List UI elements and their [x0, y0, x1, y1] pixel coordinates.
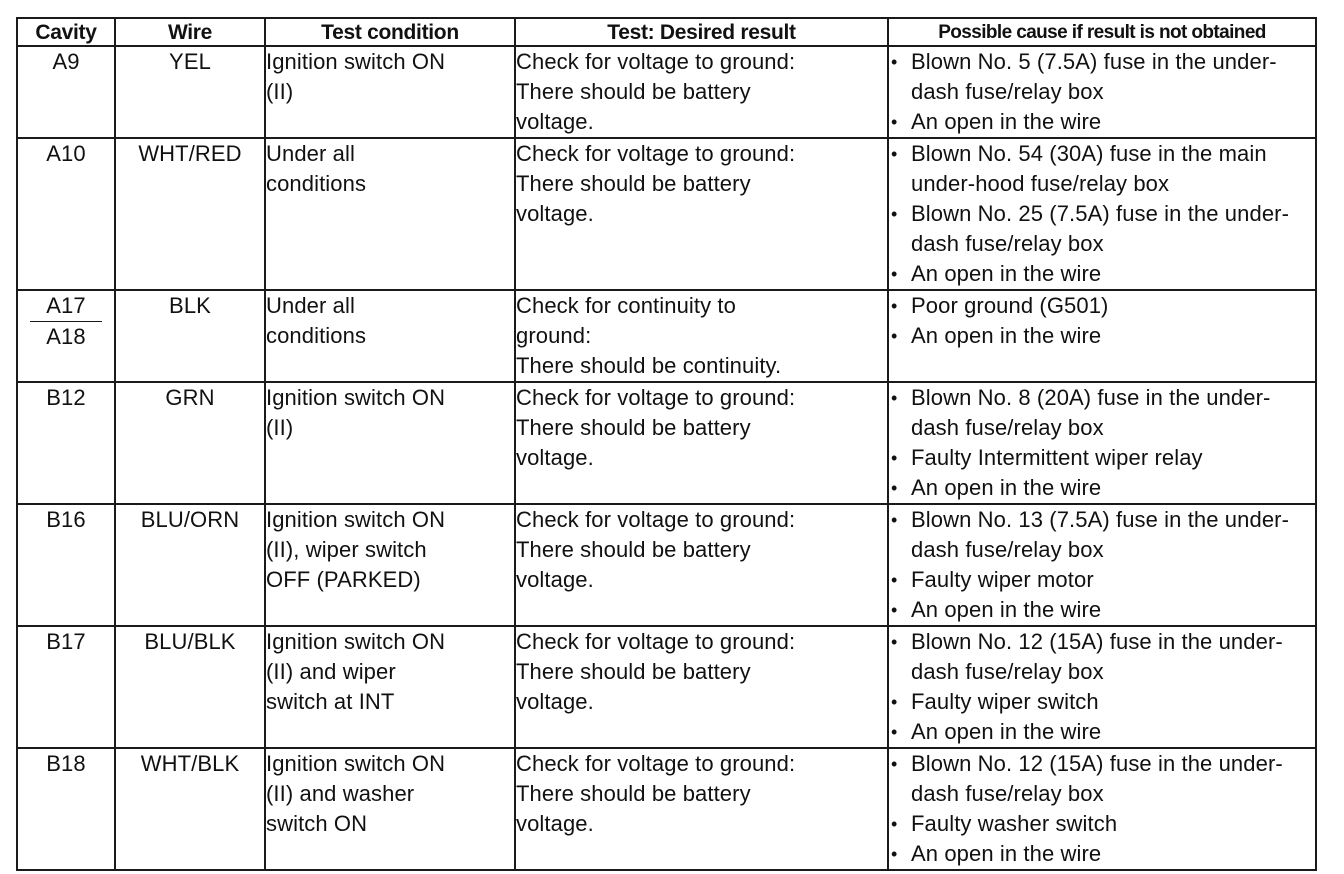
cause-item: • Blown No. 25 (7.5A) fuse in the under-dash fuse/relay box	[889, 199, 1315, 259]
cause-list	[889, 139, 1315, 289]
header-row	[17, 18, 1316, 46]
cause-item: • Blown No. 13 (7.5A) fuse in the under-dash fuse/relay box	[889, 505, 1315, 565]
possible-cause-cell	[888, 138, 1316, 290]
desired-result-cell	[515, 626, 888, 748]
cavity-label: B18	[46, 751, 86, 776]
cause-list	[889, 47, 1315, 137]
possible-cause-cell	[888, 46, 1316, 138]
wire-color-cell: YEL	[115, 46, 265, 138]
cause-item: • An open in the wire	[889, 107, 1315, 137]
test-condition-cell	[265, 504, 515, 626]
cause-item: • Faulty Intermittent wiper relay	[889, 443, 1315, 473]
test-condition-text: Ignition switch ON (II)	[266, 385, 446, 440]
test-condition-text: Ignition switch ON (II) and wiper switch at INT	[266, 629, 446, 714]
cause-item: • Blown No. 54 (30A) fuse in the main under-hood fuse/relay box	[889, 139, 1315, 199]
cavity-label: B17	[46, 629, 86, 654]
desired-result-cell	[515, 748, 888, 870]
table-row	[17, 290, 1316, 382]
cavity-cell	[17, 504, 115, 626]
desired-result-text: Check for voltage to ground: There should be battery voltage.	[516, 385, 796, 470]
cause-item: • Blown No. 12 (15A) fuse in the under-dash fuse/relay box	[889, 749, 1315, 809]
test-condition-text: Ignition switch ON (II) and washer switch ON	[266, 751, 446, 836]
cause-list	[889, 627, 1315, 747]
cause-list	[889, 291, 1315, 351]
wire-color-cell: WHT/RED	[115, 138, 265, 290]
table-row	[17, 138, 1316, 290]
cause-item: • Poor ground (G501)	[889, 291, 1315, 321]
wire-color-cell: WHT/BLK	[115, 748, 265, 870]
desired-result-text: Check for voltage to ground: There should be battery voltage.	[516, 751, 796, 836]
table-row	[17, 626, 1316, 748]
table-row	[17, 382, 1316, 504]
cavity-cell	[17, 290, 115, 382]
cavity-label: B16	[46, 507, 86, 532]
cavity-cell	[17, 748, 115, 870]
test-condition-cell	[265, 748, 515, 870]
possible-cause-cell	[888, 290, 1316, 382]
cause-item: • Faulty wiper motor	[889, 565, 1315, 595]
cause-item: • An open in the wire	[889, 839, 1315, 869]
cavity-cell	[17, 626, 115, 748]
test-condition-cell	[265, 138, 515, 290]
cause-item: • An open in the wire	[889, 595, 1315, 625]
cavity-label: A10	[46, 141, 86, 166]
table-body	[17, 46, 1316, 870]
cause-item: • An open in the wire	[889, 473, 1315, 503]
cause-item: • Blown No. 8 (20A) fuse in the under-dash fuse/relay box	[889, 383, 1315, 443]
cavity-cell	[17, 46, 115, 138]
cavity-cell	[17, 382, 115, 504]
header-cavity: Cavity	[17, 18, 115, 46]
test-condition-text: Ignition switch ON (II), wiper switch OFF (PARKED)	[266, 507, 446, 592]
test-condition-cell	[265, 382, 515, 504]
desired-result-text: Check for voltage to ground: There should be battery voltage.	[516, 49, 796, 134]
cause-list	[889, 505, 1315, 625]
header-possible-cause: Possible cause if result is not obtained	[888, 18, 1316, 46]
table-row	[17, 504, 1316, 626]
desired-result-cell	[515, 290, 888, 382]
cause-list	[889, 749, 1315, 869]
cavity-cell	[17, 138, 115, 290]
table-row	[17, 748, 1316, 870]
wire-color-cell: BLU/ORN	[115, 504, 265, 626]
header-test-condition: Test condition	[265, 18, 515, 46]
troubleshooting-table	[16, 17, 1317, 871]
cavity-label: A9	[52, 49, 80, 74]
header-desired-result: Test: Desired result	[515, 18, 888, 46]
cavity-label: A18	[46, 324, 86, 349]
cause-item: • Faulty wiper switch	[889, 687, 1315, 717]
desired-result-cell	[515, 138, 888, 290]
possible-cause-cell	[888, 626, 1316, 748]
possible-cause-cell	[888, 748, 1316, 870]
cause-item: • An open in the wire	[889, 259, 1315, 289]
test-condition-text: Under all conditions	[266, 293, 367, 348]
cavity-label: B12	[46, 385, 86, 410]
cause-item: • Blown No. 5 (7.5A) fuse in the under-dash fuse/relay box	[889, 47, 1315, 107]
desired-result-text: Check for continuity to ground: There should be continuity.	[516, 293, 782, 378]
header-wire: Wire	[115, 18, 265, 46]
wire-color-cell: GRN	[115, 382, 265, 504]
desired-result-text: Check for voltage to ground: There should be battery voltage.	[516, 507, 796, 592]
test-condition-cell	[265, 46, 515, 138]
cause-list	[889, 383, 1315, 503]
table-header	[17, 18, 1316, 46]
desired-result-cell	[515, 46, 888, 138]
desired-result-text: Check for voltage to ground: There should be battery voltage.	[516, 629, 796, 714]
test-condition-text: Under all conditions	[266, 141, 367, 196]
possible-cause-cell	[888, 382, 1316, 504]
cavity-label: A17	[30, 291, 102, 322]
test-condition-cell	[265, 290, 515, 382]
cause-item: • An open in the wire	[889, 321, 1315, 351]
cause-item: • Faulty washer switch	[889, 809, 1315, 839]
cause-item: • Blown No. 12 (15A) fuse in the under-dash fuse/relay box	[889, 627, 1315, 687]
possible-cause-cell	[888, 504, 1316, 626]
test-condition-text: Ignition switch ON (II)	[266, 49, 446, 104]
desired-result-text: Check for voltage to ground: There should be battery voltage.	[516, 141, 796, 226]
table-row	[17, 46, 1316, 138]
desired-result-cell	[515, 382, 888, 504]
desired-result-cell	[515, 504, 888, 626]
test-condition-cell	[265, 626, 515, 748]
cause-item: • An open in the wire	[889, 717, 1315, 747]
wire-color-cell: BLU/BLK	[115, 626, 265, 748]
wire-color-cell: BLK	[115, 290, 265, 382]
